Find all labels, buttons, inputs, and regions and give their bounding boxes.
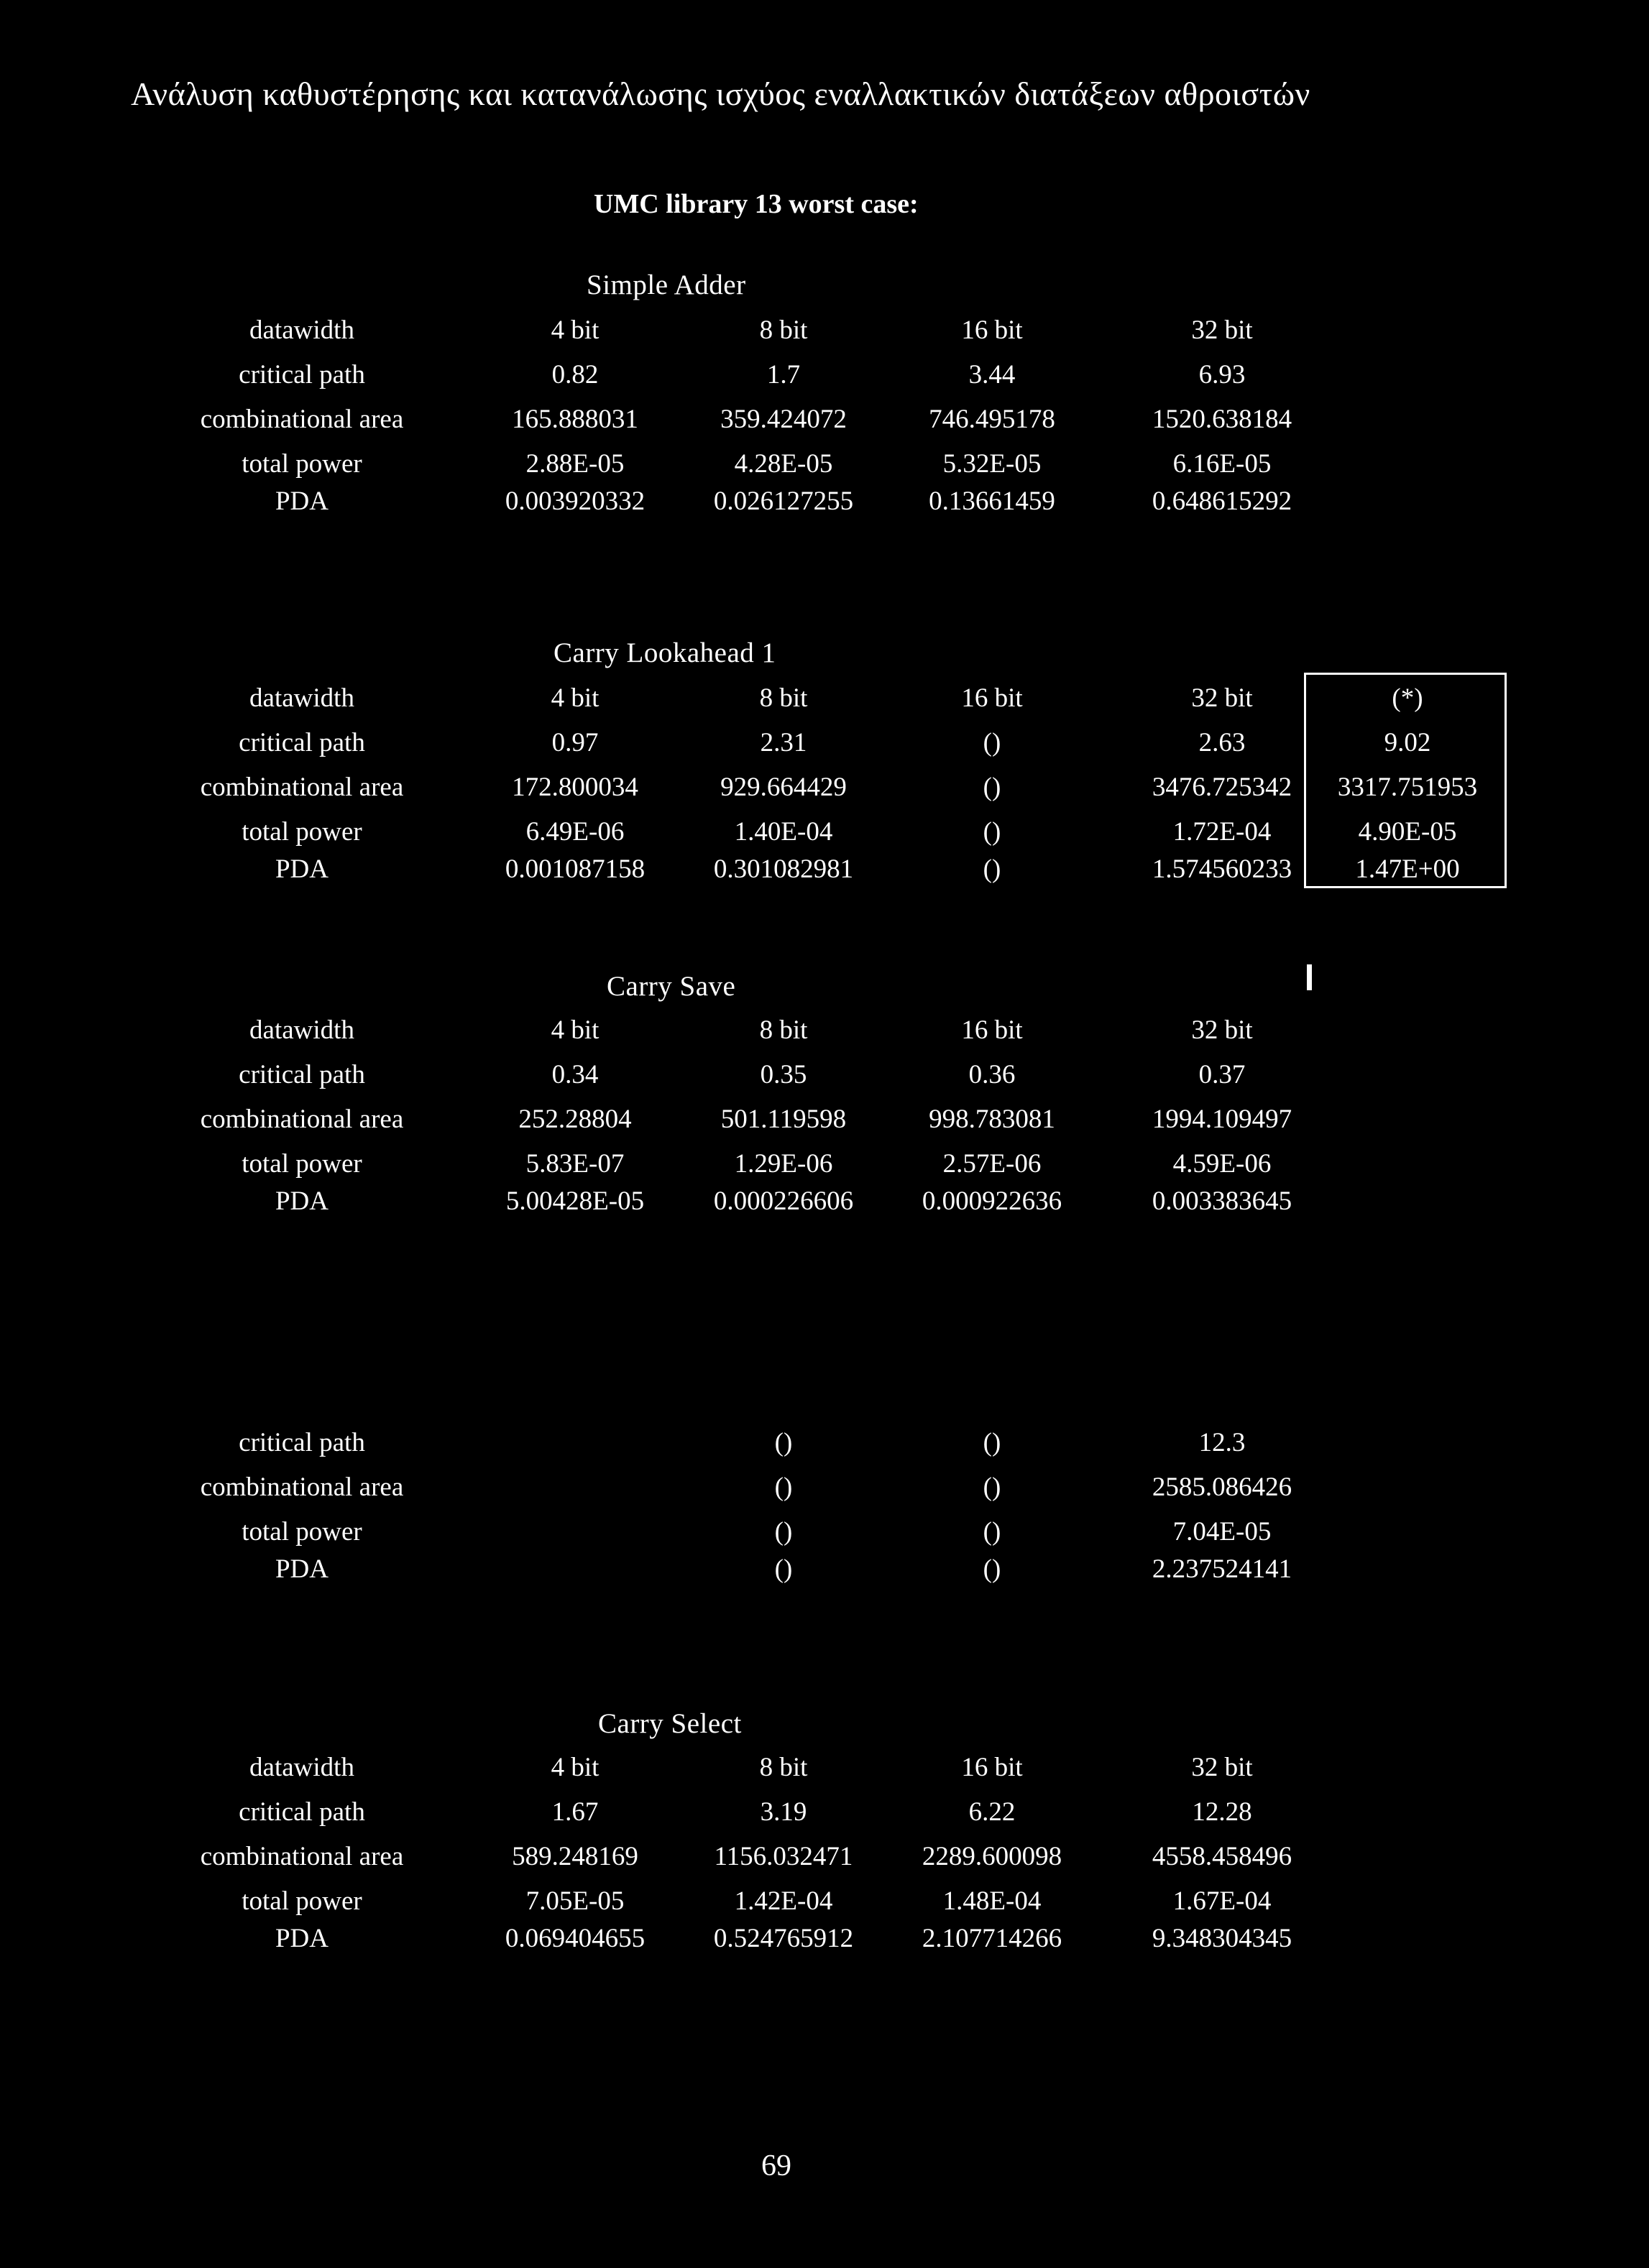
table-cell: ()	[983, 1554, 1001, 1584]
table-row	[0, 404, 1649, 444]
margin-mark	[1307, 964, 1312, 990]
page-header: Ανάλυση καθυστέρησης και κατανάλωσης ισχύος εναλλακτικών διατάξεων αθροιστών	[131, 75, 1310, 112]
row-label: PDA	[275, 1924, 329, 1953]
table-cell: 0.35	[760, 1060, 807, 1089]
table-cell: 2.63	[1198, 728, 1246, 757]
carry-select-title: Carry Select	[598, 1708, 742, 1739]
table-cell: 1.42E-04	[734, 1886, 833, 1916]
row-label: total power	[242, 1149, 362, 1179]
table-cell: 8 bit	[759, 1753, 808, 1782]
table-cell: ()	[983, 728, 1001, 757]
table-cell: 4 bit	[551, 1753, 600, 1782]
table-cell: 5.83E-07	[525, 1149, 625, 1179]
table-cell: 0.36	[968, 1060, 1016, 1089]
table-cell: 3.44	[968, 360, 1016, 389]
table-cell: 0.000922636	[922, 1186, 1062, 1216]
table-cell: 9.348304345	[1152, 1924, 1292, 1953]
table-cell: 746.495178	[929, 405, 1055, 434]
simple-adder-title: Simple Adder	[587, 269, 746, 300]
table-cell: 1994.109497	[1152, 1105, 1292, 1134]
table-cell: 0.003383645	[1152, 1186, 1292, 1216]
table-row	[0, 1923, 1649, 1963]
table-cell: 0.524765912	[713, 1924, 854, 1953]
table-row	[0, 1148, 1649, 1189]
row-label: critical path	[239, 728, 365, 757]
table-cell: 0.301082981	[713, 854, 854, 884]
table-cell: 0.003920332	[505, 487, 646, 516]
table-cell: 1.29E-06	[734, 1149, 833, 1179]
row-label: total power	[242, 449, 362, 479]
table-row	[0, 854, 1649, 894]
table-cell: ()	[774, 1517, 793, 1546]
table-cell: 2585.086426	[1152, 1472, 1292, 1502]
table-cell: 0.97	[551, 728, 599, 757]
table-cell: 4558.458496	[1152, 1842, 1292, 1871]
row-label: total power	[242, 817, 362, 847]
table-cell: 3476.725342	[1152, 773, 1292, 802]
table-row	[0, 1104, 1649, 1144]
table-cell: ()	[774, 1554, 793, 1584]
table-cell: 359.424072	[720, 405, 847, 434]
table-cell: 0.648615292	[1152, 487, 1292, 516]
table-cell: 3.19	[760, 1797, 807, 1827]
table-cell: 1156.032471	[714, 1842, 853, 1871]
table-cell: 1.67E-04	[1172, 1886, 1272, 1916]
table-cell: 6.49E-06	[525, 817, 625, 847]
row-label: combinational area	[200, 405, 404, 434]
table-cell: 8 bit	[759, 315, 808, 345]
table-row	[0, 727, 1649, 767]
table-row	[0, 486, 1649, 526]
table-row	[0, 1797, 1649, 1837]
table-cell: ()	[983, 1472, 1001, 1502]
table-cell: 4 bit	[551, 1015, 600, 1045]
row-label: PDA	[275, 1186, 329, 1216]
table-cell: 32 bit	[1191, 315, 1253, 345]
row-label: datawidth	[249, 1753, 354, 1782]
table-cell: 16 bit	[961, 683, 1023, 713]
table-cell: 0.37	[1198, 1060, 1246, 1089]
table-cell: 5.00428E-05	[505, 1186, 645, 1216]
table-cell: 2.107714266	[922, 1924, 1062, 1953]
table-cell: 172.800034	[512, 773, 638, 802]
table-row	[0, 1186, 1649, 1226]
table-cell: 0.000226606	[713, 1186, 854, 1216]
table-row	[0, 1554, 1649, 1594]
table-cell: 998.783081	[929, 1105, 1055, 1134]
row-label: PDA	[275, 854, 329, 884]
table-cell: 2.57E-06	[942, 1149, 1042, 1179]
table-row	[0, 1059, 1649, 1100]
table-cell: 1.72E-04	[1172, 817, 1272, 847]
row-label: combinational area	[200, 1105, 404, 1134]
table-cell: ()	[774, 1472, 793, 1502]
row-label: combinational area	[200, 1842, 404, 1871]
table-cell: ()	[983, 854, 1001, 884]
table-cell: 165.888031	[512, 405, 638, 434]
table-cell: 4 bit	[551, 683, 600, 713]
row-label: datawidth	[249, 1015, 354, 1045]
table-cell: ()	[983, 817, 1001, 847]
table-cell: 12.3	[1198, 1428, 1246, 1457]
table-cell: 0.13661459	[929, 487, 1055, 516]
table-cell: ()	[774, 1428, 793, 1457]
table-row	[0, 448, 1649, 489]
library-subtitle: UMC library 13 worst case:	[594, 189, 919, 219]
table-cell: 6.93	[1198, 360, 1246, 389]
table-row	[0, 1427, 1649, 1467]
table-cell: 16 bit	[961, 315, 1023, 345]
table-row	[0, 816, 1649, 857]
table-cell: 9.02	[1384, 728, 1431, 757]
table-row	[0, 1752, 1649, 1792]
table-cell: 4 bit	[551, 315, 600, 345]
table-cell: 16 bit	[961, 1015, 1023, 1045]
table-cell: 6.22	[968, 1797, 1016, 1827]
table-cell: 8 bit	[759, 683, 808, 713]
table-cell: 8 bit	[759, 1015, 808, 1045]
table-cell: 2.88E-05	[525, 449, 625, 479]
table-row	[0, 1886, 1649, 1926]
table-cell: 2289.600098	[922, 1842, 1062, 1871]
row-label: datawidth	[249, 683, 354, 713]
row-label: PDA	[275, 1554, 329, 1584]
table-cell: 1.67	[551, 1797, 599, 1827]
table-cell: ()	[983, 1428, 1001, 1457]
table-cell: ()	[983, 1517, 1001, 1546]
table-cell: 6.16E-05	[1172, 449, 1272, 479]
table-cell: 1.47E+00	[1355, 854, 1460, 884]
row-label: critical path	[239, 360, 365, 389]
table-cell: 0.069404655	[505, 1924, 646, 1953]
row-label: critical path	[239, 1428, 365, 1457]
row-label: combinational area	[200, 1472, 404, 1502]
table-row	[0, 1472, 1649, 1512]
table-cell: (*)	[1392, 683, 1423, 713]
row-label: combinational area	[200, 773, 404, 802]
table-cell: 4.90E-05	[1358, 817, 1457, 847]
table-cell: 12.28	[1192, 1797, 1252, 1827]
row-label: critical path	[239, 1797, 365, 1827]
row-label: total power	[242, 1517, 362, 1546]
table-cell: 32 bit	[1191, 1015, 1253, 1045]
table-cell: 1.40E-04	[734, 817, 833, 847]
table-cell: 4.59E-06	[1172, 1149, 1272, 1179]
table-row	[0, 772, 1649, 812]
table-cell: 1520.638184	[1152, 405, 1292, 434]
table-cell: 32 bit	[1191, 683, 1253, 713]
table-cell: 5.32E-05	[942, 449, 1042, 479]
table-row	[0, 359, 1649, 400]
row-label: datawidth	[249, 315, 354, 345]
carry-lookahead-title: Carry Lookahead 1	[554, 637, 776, 668]
table-row	[0, 315, 1649, 355]
page-number: 69	[761, 2149, 791, 2182]
table-cell: 589.248169	[512, 1842, 638, 1871]
table-cell: 32 bit	[1191, 1753, 1253, 1782]
table-cell: 1.48E-04	[942, 1886, 1042, 1916]
table-cell: 7.05E-05	[525, 1886, 625, 1916]
row-label: total power	[242, 1886, 362, 1916]
carry-save-title: Carry Save	[607, 971, 736, 1002]
table-cell: 1.7	[766, 360, 801, 389]
table-cell: 252.28804	[518, 1105, 632, 1134]
table-row	[0, 683, 1649, 723]
table-cell: 0.34	[551, 1060, 599, 1089]
table-cell: 2.31	[760, 728, 807, 757]
row-label: critical path	[239, 1060, 365, 1089]
table-cell: 0.82	[551, 360, 599, 389]
table-row	[0, 1516, 1649, 1557]
table-cell: 929.664429	[720, 773, 847, 802]
table-cell: 0.001087158	[505, 854, 646, 884]
table-cell: 3317.751953	[1337, 773, 1478, 802]
table-cell: 16 bit	[961, 1753, 1023, 1782]
table-row	[0, 1841, 1649, 1881]
table-cell: 7.04E-05	[1172, 1517, 1272, 1546]
table-cell: 501.119598	[720, 1105, 847, 1134]
table-row	[0, 1015, 1649, 1055]
table-cell: 0.026127255	[713, 487, 854, 516]
table-cell: 4.28E-05	[734, 449, 833, 479]
row-label: PDA	[275, 487, 329, 516]
table-cell: 2.237524141	[1152, 1554, 1292, 1584]
table-cell: 1.574560233	[1152, 854, 1292, 884]
table-cell: ()	[983, 773, 1001, 802]
